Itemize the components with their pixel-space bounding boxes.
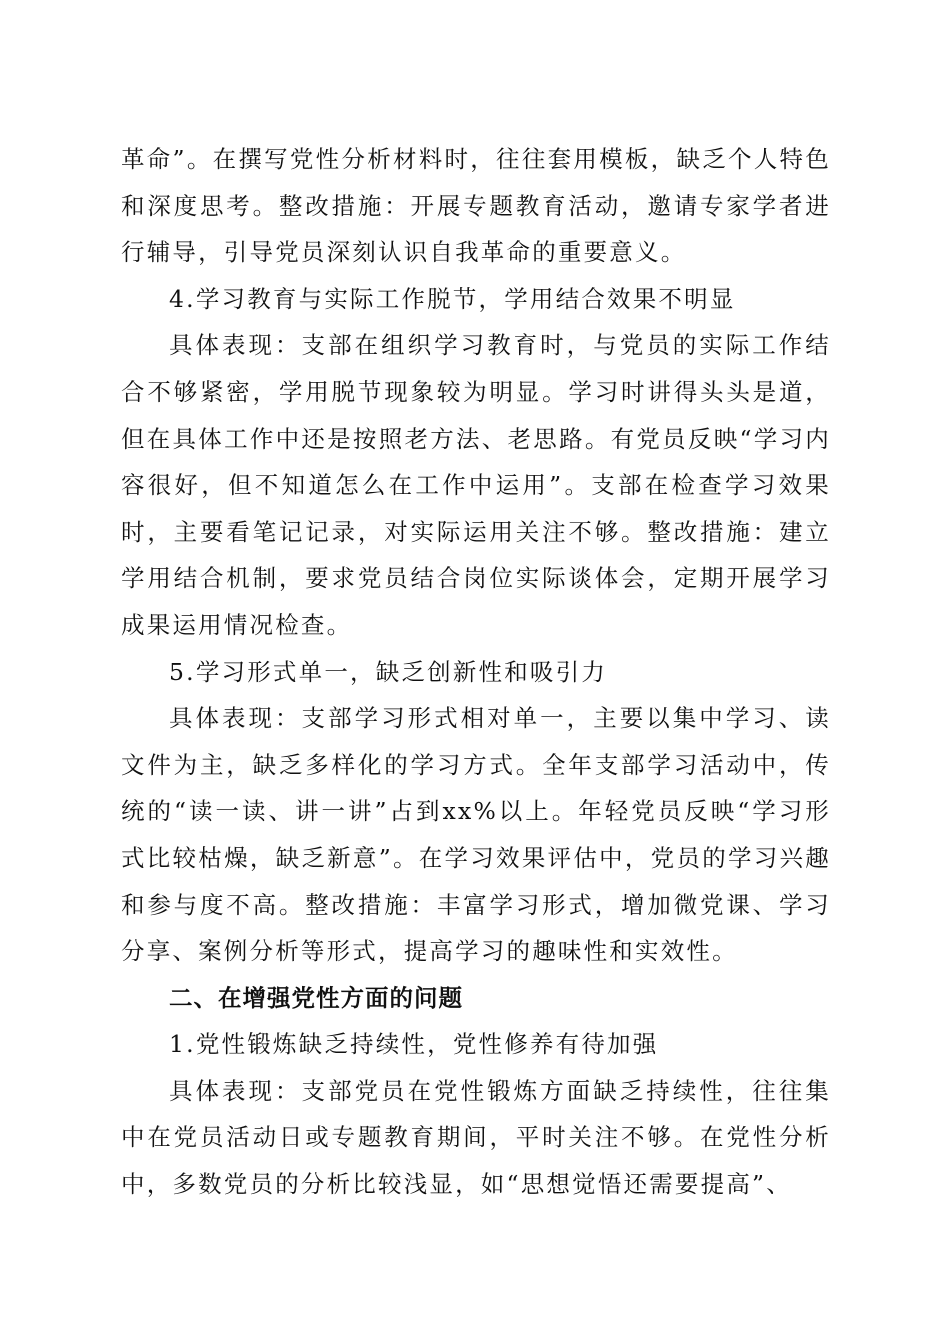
continuation-paragraph: 革命”。在撰写党性分析材料时，往往套用模板，缺乏个人特色和深度思考。整改措施：开展专题教育活动，邀请专家学者进行辅导，引导党员深刻认识自我革命的重要意义。 bbox=[121, 145, 831, 267]
document-body bbox=[121, 136, 831, 1208]
section-heading-2: 二、在增强党性方面的问题 bbox=[169, 983, 463, 1012]
item-body-5: 具体表现：支部学习形式相对单一，主要以集中学习、读文件为主，缺乏多样化的学习方式。全年支部学习活动中，传统的“读一读、讲一讲”占到xx%以上。年轻党员反映“学习形式比较枯燥，缺乏新意”。在学习效果评估中，党员的学习兴趣和参与度不高。整改措施：丰富学习形式，增加微党课、学习分享、案例分析等形式，提高学习的趣味性和实效性。 bbox=[121, 704, 831, 966]
item-body-4: 具体表现：支部在组织学习教育时，与党员的实际工作结合不够紧密，学用脱节现象较为明显。学习时讲得头头是道，但在具体工作中还是按照老方法、老思路。有党员反映“学习内容很好，但不知道怎么在工作中运用”。支部在检查学习效果时，主要看笔记记录，对实际运用关注不够。整改措施：建立学用结合机制，要求党员结合岗位实际谈体会，定期开展学习成果运用情况检查。 bbox=[121, 331, 831, 639]
item-heading-5: 5.学习形式单一，缺乏创新性和吸引力 bbox=[169, 657, 608, 686]
item-heading-4: 4.学习教育与实际工作脱节，学用结合效果不明显 bbox=[169, 284, 736, 313]
item-heading-1: 1.党性锻炼缺乏持续性，党性修养有待加强 bbox=[169, 1030, 659, 1059]
item-body-1: 具体表现：支部党员在党性锻炼方面缺乏持续性，往往集中在党员活动日或专题教育期间，平时关注不够。在党性分析中，多数党员的分析比较浅显，如“思想觉悟还需要提高”、 bbox=[121, 1076, 831, 1199]
